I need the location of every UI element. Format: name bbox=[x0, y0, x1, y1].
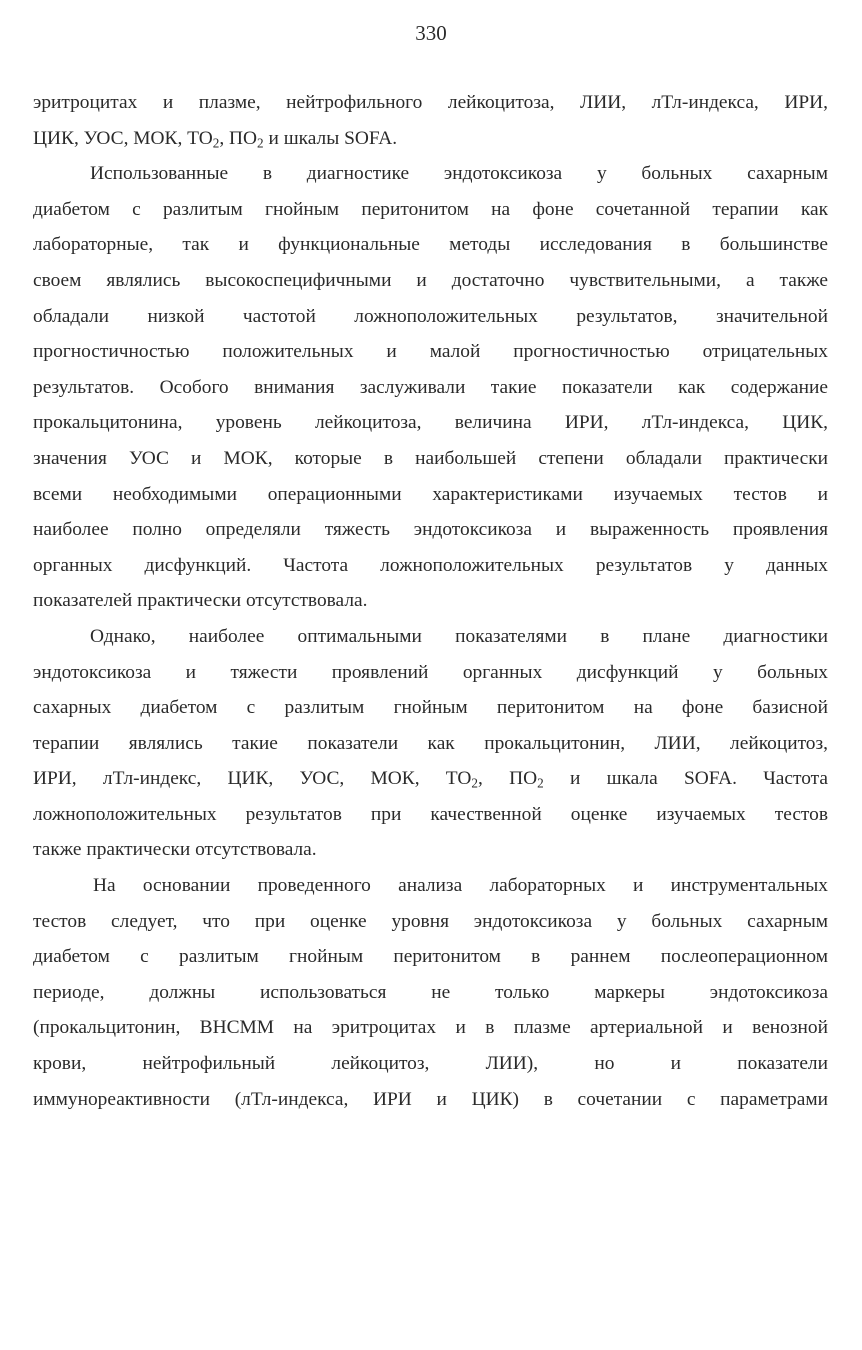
text-line: Использованные в диагностике эндотоксикоза у больных сахарным bbox=[90, 163, 828, 185]
page-number: 330 bbox=[415, 21, 447, 45]
paragraph-2 bbox=[33, 156, 828, 619]
text-line: обладали низкой частотой ложноположительных результатов, значительной bbox=[33, 305, 828, 327]
text-line: прогностичностью положительных и малой прогностичностью отрицательных bbox=[33, 341, 828, 363]
paragraph-4 bbox=[33, 868, 828, 1117]
text-line: терапии являлись такие показатели как прокальцитонин, ЛИИ, лейкоцитоз, bbox=[33, 732, 828, 754]
text-line: На основании проведенного анализа лабораторных и инструментальных bbox=[93, 875, 828, 897]
body-text bbox=[33, 85, 828, 1117]
text-line: периоде, должны использоваться не только маркеры эндотоксикоза bbox=[33, 981, 828, 1003]
text-line: своем являлись высокоспецифичными и достаточно чувствительными, а также bbox=[33, 269, 828, 291]
text-line: ИРИ, лТл-индекс, ЦИК, УОС, МОК, $ТО_2$, $ПО_2$ и шкала SOFA. Частота bbox=[33, 768, 828, 791]
paragraph-1 bbox=[33, 85, 828, 156]
text-line: тестов следует, что при оценке уровня эндотоксикоза у больных сахарным bbox=[33, 910, 828, 932]
text-line: диабетом с разлитым гнойным перитонитом на фоне сочетанной терапии как bbox=[33, 198, 828, 220]
text-line: показателей практически отсутствовала. bbox=[33, 590, 368, 612]
text-line: значения УОС и МОК, которые в наибольшей степени обладали практически bbox=[33, 447, 828, 469]
text-line: лабораторные, так и функциональные методы исследования в большинстве bbox=[33, 234, 828, 256]
text-line: прокальцитонина, уровень лейкоцитоза, величина ИРИ, лТл-индекса, ЦИК, bbox=[33, 412, 828, 434]
text-line: всеми необходимыми операционными характеристиками изучаемых тестов и bbox=[33, 483, 828, 505]
text-line: эндотоксикоза и тяжести проявлений органных дисфункций у больных bbox=[33, 661, 828, 683]
text-line: иммунореактивности (лТл-индекса, ИРИ и ЦИК) в сочетании с параметрами bbox=[33, 1088, 828, 1110]
text-line: (прокальцитонин, ВНСММ на эритроцитах и в плазме артериальной и венозной bbox=[33, 1017, 828, 1039]
text-line: ЦИК, УОС, МОК, $ТО_2$, $ПО_2$ и шкалы SOFA. bbox=[33, 127, 398, 150]
text-line: также практически отсутствовала. bbox=[33, 839, 317, 861]
text-line: сахарных диабетом с разлитым гнойным перитонитом на фоне базисной bbox=[33, 697, 828, 719]
text-line: наиболее полно определяли тяжесть эндотоксикоза и выраженность проявления bbox=[33, 519, 828, 541]
text-line: Однако, наиболее оптимальными показателями в плане диагностики bbox=[90, 625, 828, 647]
text-line: эритроцитах и плазме, нейтрофильного лейкоцитоза, ЛИИ, лТл-индекса, ИРИ, bbox=[33, 92, 828, 113]
text-line: органных дисфункций. Частота ложноположительных результатов у данных bbox=[33, 554, 828, 576]
paragraph-3 bbox=[33, 619, 828, 868]
text-line: диабетом с разлитым гнойным перитонитом в раннем послеоперационном bbox=[33, 946, 828, 968]
text-line: результатов. Особого внимания заслуживали такие показатели как содержание bbox=[33, 376, 828, 398]
text-line: крови, нейтрофильный лейкоцитоз, ЛИИ), но и показатели bbox=[33, 1053, 828, 1075]
text-line: ложноположительных результатов при качественной оценке изучаемых тестов bbox=[33, 803, 828, 825]
